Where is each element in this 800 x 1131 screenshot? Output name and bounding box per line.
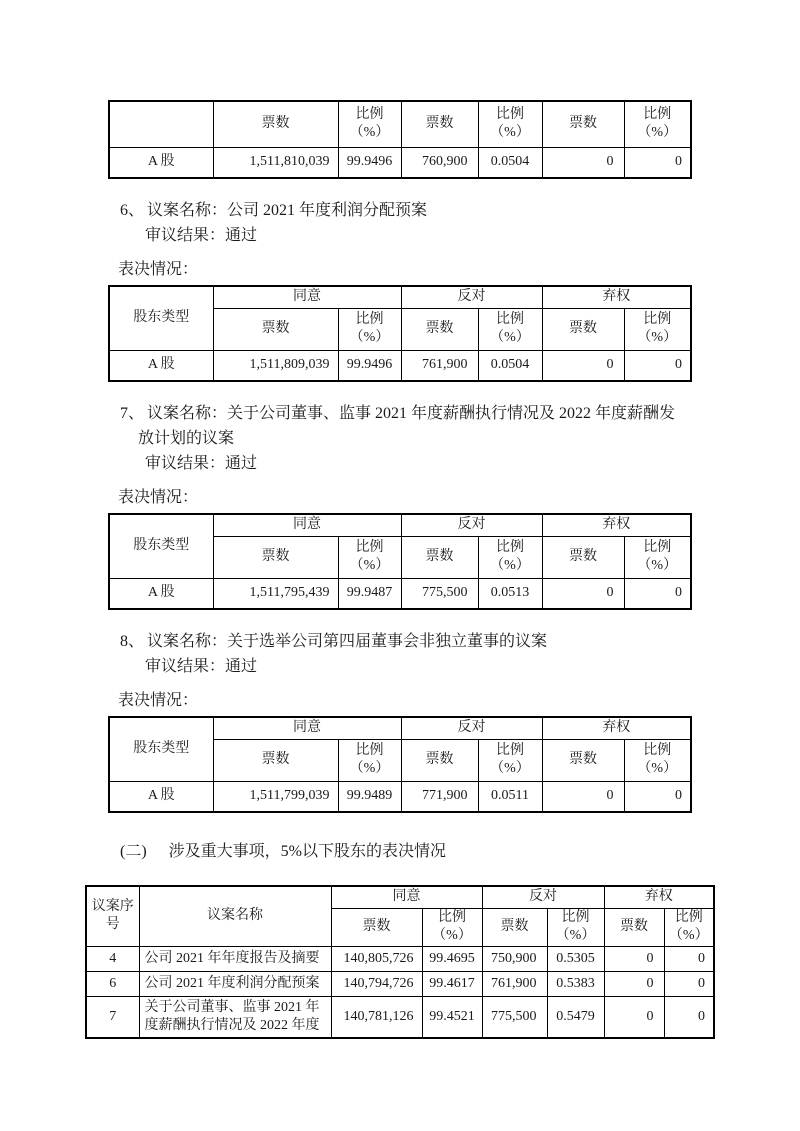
ratio-header: 比例 （%）: [624, 536, 691, 578]
votes-header: 票数: [401, 739, 478, 781]
subsection-title: 涉及重大事项，5%以下股东的表决情况: [168, 843, 447, 860]
ratio-header: 比例 （%）: [338, 308, 401, 350]
ratio-header: 比例 （%）: [664, 908, 714, 946]
subsection-marker: (二): [120, 843, 147, 860]
votes-header: 票数: [482, 908, 547, 946]
votes-header: 票数: [213, 739, 338, 781]
band-header-row: [109, 717, 691, 739]
agree-band-header: 同意: [331, 886, 482, 908]
votes-header: 票数: [604, 908, 664, 946]
agree-votes-cell: 140,805,726: [331, 946, 422, 971]
proposal-name-cell: 关于公司董事、监事 2021 年度薪酬执行情况及 2022 年度: [139, 996, 331, 1038]
against-ratio-cell: 0.5479: [547, 996, 604, 1038]
table-row: [109, 781, 691, 812]
abstain-ratio-cell: 0: [624, 147, 691, 178]
agree-ratio-cell: 99.4695: [422, 946, 482, 971]
review-result: 审议结果：通过: [145, 455, 258, 472]
votes-header: 票数: [542, 536, 624, 578]
vote-table-item6: [108, 285, 692, 382]
against-ratio-cell: 0.5305: [547, 946, 604, 971]
abstain-ratio-cell: 0: [664, 946, 714, 971]
table-row: [86, 971, 714, 996]
agree-ratio-cell: 99.4521: [422, 996, 482, 1038]
against-votes-cell: 771,900: [401, 781, 478, 812]
votes-header: 票数: [331, 908, 422, 946]
votes-header: 票数: [401, 308, 478, 350]
proposal-number: 7、: [120, 405, 145, 422]
abstain-band-header: 弃权: [604, 886, 714, 908]
agree-votes-cell: 1,511,799,039: [213, 781, 338, 812]
proposal-number: 6、: [120, 202, 145, 219]
proposal-title-line: [120, 198, 800, 223]
votes-header: 票数: [213, 308, 338, 350]
proposal-name-header: 议案名称: [139, 886, 331, 946]
ratio-header: 比例 （%）: [478, 536, 542, 578]
proposal-seq-cell: 4: [86, 946, 139, 971]
against-votes-cell: 750,900: [482, 946, 547, 971]
partial-header-row: [109, 101, 691, 147]
minority-shareholders-vote-table: [85, 885, 715, 1039]
vote-table-item7: [108, 513, 692, 610]
abstain-votes-cell: 0: [542, 147, 624, 178]
votes-header: 票数: [401, 101, 478, 147]
proposal-title: 议案名称：关于公司董事、监事 2021 年度薪酬执行情况及 2022 年度薪酬发: [147, 405, 676, 422]
agree-band-header: 同意: [213, 717, 401, 739]
against-ratio-cell: 0.0511: [478, 781, 542, 812]
section-item-6: [120, 198, 800, 248]
agree-votes-cell: 1,511,810,039: [213, 147, 338, 178]
abstain-ratio-cell: 0: [624, 781, 691, 812]
abstain-band-header: 弃权: [542, 286, 691, 308]
agree-ratio-cell: 99.9489: [338, 781, 401, 812]
agree-ratio-cell: 99.9487: [338, 578, 401, 609]
abstain-votes-cell: 0: [604, 971, 664, 996]
abstain-ratio-cell: 0: [664, 996, 714, 1038]
agree-ratio-cell: 99.4617: [422, 971, 482, 996]
ratio-header: 比例 （%）: [547, 908, 604, 946]
agree-votes-cell: 140,794,726: [331, 971, 422, 996]
proposal-title-line: [120, 401, 800, 426]
proposal-seq-cell: 7: [86, 996, 139, 1038]
table-row: [109, 578, 691, 609]
agree-votes-cell: 140,781,126: [331, 996, 422, 1038]
votes-header: 票数: [213, 101, 338, 147]
agree-votes-cell: 1,511,809,039: [213, 350, 338, 381]
proposal-seq-cell: 6: [86, 971, 139, 996]
proposal-title: 议案名称：公司 2021 年度利润分配预案: [147, 202, 428, 219]
ratio-header: 比例 （%）: [338, 536, 401, 578]
proposal-number: 8、: [120, 633, 145, 650]
against-ratio-cell: 0.0504: [478, 147, 542, 178]
against-band-header: 反对: [401, 514, 542, 536]
table-row: [86, 996, 714, 1038]
subsection-heading: [120, 839, 800, 864]
table-row: [109, 350, 691, 381]
vote-table-item8: [108, 716, 692, 813]
band-header-row: [109, 286, 691, 308]
share-class-cell: A 股: [109, 350, 213, 381]
abstain-band-header: 弃权: [542, 717, 691, 739]
abstain-votes-cell: 0: [542, 350, 624, 381]
agree-ratio-cell: 99.9496: [338, 350, 401, 381]
votes-header: 票数: [213, 536, 338, 578]
ratio-header: 比例 （%）: [624, 308, 691, 350]
ratio-header: 比例 （%）: [338, 101, 401, 147]
ratio-header: 比例 （%）: [478, 739, 542, 781]
abstain-ratio-cell: 0: [624, 350, 691, 381]
proposal-name-cell: 公司 2021 年年度报告及摘要: [139, 946, 331, 971]
ratio-header: 比例 （%）: [624, 101, 691, 147]
share-class-cell: A 股: [109, 578, 213, 609]
against-ratio-cell: 0.5383: [547, 971, 604, 996]
empty-header-cell: [109, 101, 213, 147]
proposal-title-continuation: 放计划的议案: [138, 430, 235, 447]
proposal-seq-header: 议案序号: [86, 886, 139, 946]
band-header-row: [109, 514, 691, 536]
abstain-band-header: 弃权: [542, 514, 691, 536]
shareholder-type-header: 股东类型: [109, 286, 213, 350]
section-item-8: [120, 629, 800, 679]
agree-votes-cell: 1,511,795,439: [213, 578, 338, 609]
agree-ratio-cell: 99.9496: [338, 147, 401, 178]
abstain-ratio-cell: 0: [624, 578, 691, 609]
ratio-header: 比例 （%）: [478, 101, 542, 147]
band-header-row: [86, 886, 714, 908]
vote-status-label: 表决情况：: [118, 261, 199, 278]
against-votes-cell: 761,900: [482, 971, 547, 996]
against-band-header: 反对: [401, 717, 542, 739]
table-row: [86, 946, 714, 971]
against-ratio-cell: 0.0513: [478, 578, 542, 609]
ratio-header: 比例 （%）: [422, 908, 482, 946]
table-row: [109, 147, 691, 178]
review-result: 审议结果：通过: [145, 227, 258, 244]
ratio-header: 比例 （%）: [338, 739, 401, 781]
abstain-votes-cell: 0: [542, 781, 624, 812]
against-votes-cell: 775,500: [482, 996, 547, 1038]
votes-header: 票数: [542, 308, 624, 350]
shareholder-type-header: 股东类型: [109, 514, 213, 578]
against-band-header: 反对: [401, 286, 542, 308]
agree-band-header: 同意: [213, 514, 401, 536]
abstain-ratio-cell: 0: [664, 971, 714, 996]
against-votes-cell: 775,500: [401, 578, 478, 609]
ratio-header: 比例 （%）: [478, 308, 542, 350]
agree-band-header: 同意: [213, 286, 401, 308]
against-band-header: 反对: [482, 886, 604, 908]
ratio-header: 比例 （%）: [624, 739, 691, 781]
against-votes-cell: 760,900: [401, 147, 478, 178]
abstain-votes-cell: 0: [604, 996, 664, 1038]
against-ratio-cell: 0.0504: [478, 350, 542, 381]
vote-table-item5-partial: [108, 100, 692, 179]
share-class-cell: A 股: [109, 147, 213, 178]
against-votes-cell: 761,900: [401, 350, 478, 381]
section-item-7: [120, 401, 800, 476]
votes-header: 票数: [542, 739, 624, 781]
shareholder-type-header: 股东类型: [109, 717, 213, 781]
proposal-name-cell: 公司 2021 年度利润分配预案: [139, 971, 331, 996]
vote-status-label: 表决情况：: [118, 692, 199, 709]
votes-header: 票数: [542, 101, 624, 147]
votes-header: 票数: [401, 536, 478, 578]
abstain-votes-cell: 0: [542, 578, 624, 609]
proposal-title: 议案名称：关于选举公司第四届董事会非独立董事的议案: [147, 633, 548, 650]
vote-status-label: 表决情况：: [118, 489, 199, 506]
document-page: [0, 100, 800, 1131]
share-class-cell: A 股: [109, 781, 213, 812]
abstain-votes-cell: 0: [604, 946, 664, 971]
proposal-title-line: [120, 629, 800, 654]
review-result: 审议结果：通过: [145, 658, 258, 675]
